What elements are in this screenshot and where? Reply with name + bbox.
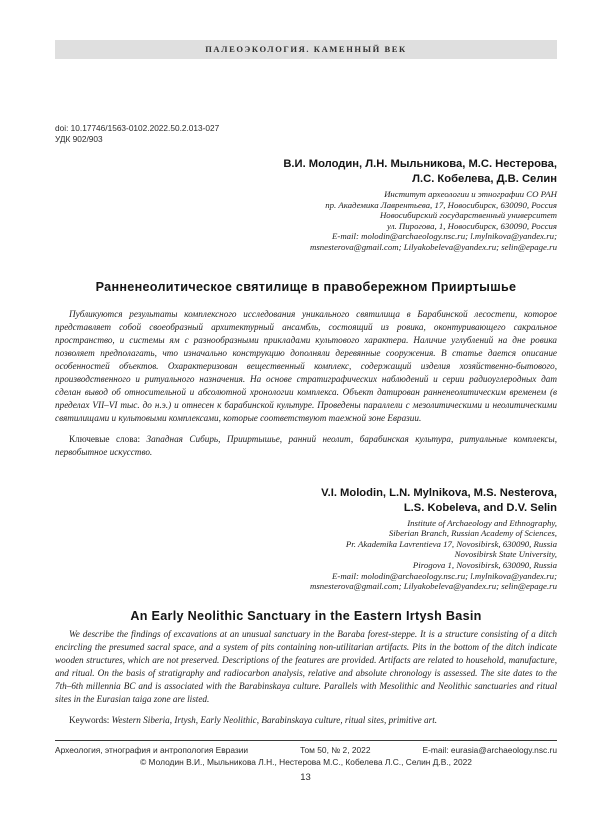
footer-email: E-mail: eurasia@archaeology.nsc.ru <box>422 745 557 755</box>
authors-english <box>55 486 557 516</box>
email-line: E-mail: molodin@archaeology.nsc.ru; l.mylnikova@yandex.ru; <box>332 570 557 581</box>
doi-line: doi: 10.17746/1563-0102.2022.50.2.013-027 <box>55 123 220 133</box>
affiliation-line: Siberian Branch, Russian Academy of Sciences, <box>388 528 557 539</box>
authors-ru-line2: Л.С. Кобелева, Д.В. Селин <box>412 173 557 185</box>
keywords-ru-label: Ключевые слова: <box>69 433 141 444</box>
article-title-english: An Early Neolithic Sanctuary in the Eastern Irtysh Basin <box>130 608 482 623</box>
affiliation-english <box>55 518 557 592</box>
email-line: msnesterova@gmail.com; Lilyakobeleva@yandex.ru; selin@epage.ru <box>310 241 557 252</box>
footer-journal-line <box>55 745 557 757</box>
keywords-en-text: Western Siberia, Irtysh, Early Neolithic, Barabinskaya culture, ritual sites, primitive art. <box>109 714 438 725</box>
affiliation-line: Novosibirsk State University, <box>454 549 557 560</box>
authors-ru-line1: В.И. Молодин, Л.Н. Мыльникова, М.С. Нестерова, <box>283 158 557 170</box>
section-label: ПАЛЕОЭКОЛОГИЯ. КАМЕННЫЙ ВЕК <box>205 44 407 54</box>
affiliation-line: Новосибирский государственный университет <box>379 210 557 221</box>
email-line: msnesterova@gmail.com; Lilyakobeleva@yandex.ru; selin@epage.ru <box>310 581 557 592</box>
section-header-band <box>55 40 557 59</box>
affiliation-line: Pr. Akademika Lavrentieva 17, Novosibirsk, 630090, Russia <box>345 538 557 549</box>
keywords-english <box>55 714 557 727</box>
keywords-russian <box>55 433 557 459</box>
article-meta <box>55 123 557 145</box>
article-title-russian: Ранненеолитическое святилище в правобережном Прииртышье <box>95 279 517 294</box>
affiliation-line: Pirogova 1, Novosibirsk, 630090, Russia <box>412 559 557 570</box>
abstract-russian: Публикуются результаты комплексного исследования уникального святилища в Барабинской лесостепи, которое представляет собой своеобразный архитектурный ансамбль, состоящий из ровика, оконтуривающего сакральное пространство, и системы ям с разнообразными прикладами культового характера. Наличие углублений на дне ровика позволяет предполагать, что изначально конструкцию дополняли деревянные сооружения. В статье дается описание особенностей объектов. Охарактеризован вещественный комплекс, содержащий изделия хозяйственно-бытового, производственного и ритуального назначения. На основе стратиграфических наблюдений и серии радиоуглеродных дат сделан вывод об относительной и абсолютной хронологии комплекса. Объект датирован ранненеолитическим временем (в пределах VII–VI тыс. до н.э.) и отнесен к барабинской культуре. Проведены параллели с мезолитическими и неолитическими святилищами и культовыми комплексами, которые соответствуют таежной зоне Евразии. <box>55 308 557 423</box>
page-footer <box>55 740 557 768</box>
udk-line: УДК 902/903 <box>55 134 103 144</box>
authors-en-line2: L.S. Kobeleva, and D.V. Selin <box>403 501 557 514</box>
affiliation-line: пр. Академика Лаврентьева, 17, Новосибирск, 630090, Россия <box>325 199 557 210</box>
footer-volume-issue: Том 50, № 2, 2022 <box>300 745 371 755</box>
abstract-english: We describe the findings of excavations at an unusual sanctuary in the Baraba forest-steppe. It is a structure consisting of a ditch encircling the presumed sacral space, and a system of pits containing non-utilitarian artifacts. Pits in the bottom of the ditch indicate wooden structures, which are not preserved. Descriptions of the features are provided. Artifacts are related to household, manufacture, and ritual. On the basis of stratigraphy and radiocarbon analysis, relative and absolute chronology is assessed. The site dates to the 7th–6th millennia BC and is associated with the Barabinskaya culture. Parallels with Mesolithic and Neolithic sanctuaries and ritual sites in the Eurasian taiga zone are listed. <box>55 628 557 704</box>
keywords-en-label: Keywords: <box>69 714 110 725</box>
affiliation-line: Институт археологии и этнографии СО РАН <box>384 189 557 199</box>
footer-copyright: © Молодин В.И., Мыльникова Л.Н., Нестерова М.С., Кобелева Л.С., Селин Д.В., 2022 <box>140 756 472 767</box>
affiliation-line: Institute of Archaeology and Ethnography, <box>407 517 557 528</box>
keywords-ru-text: Западная Сибирь, Прииртышье, ранний неолит, барабинская культура, ритуальные комплексы, первобытное искусство. <box>55 433 557 457</box>
email-line: E-mail: molodin@archaeology.nsc.ru; l.mylnikova@yandex.ru; <box>332 231 557 242</box>
authors-russian <box>55 157 557 187</box>
footer-journal-title: Археология, этнография и антропология Евразии <box>55 745 249 755</box>
affiliation-line: ул. Пирогова, 1, Новосибирск, 630090, Россия <box>387 220 557 231</box>
affiliation-russian <box>55 189 557 253</box>
page-number: 13 <box>300 772 311 783</box>
authors-en-line1: V.I. Molodin, L.N. Mylnikova, M.S. Nesterova, <box>321 486 557 499</box>
